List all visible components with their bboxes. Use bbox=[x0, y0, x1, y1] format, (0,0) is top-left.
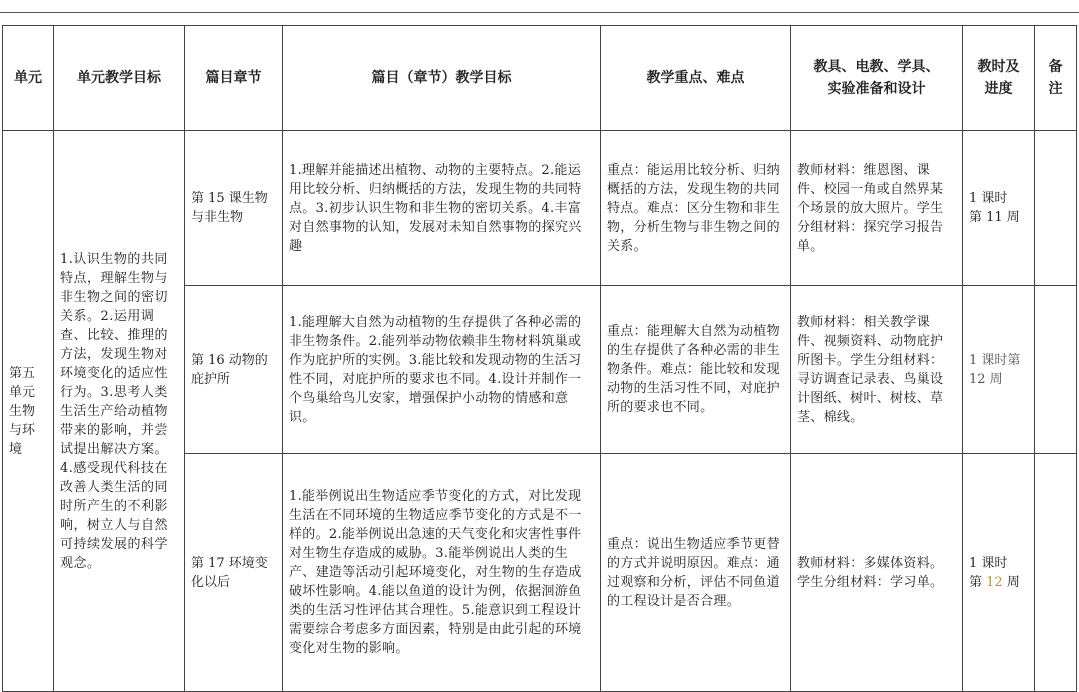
chapter-goal-cell: 1.理解并能描述出植物、动物的主要特点。2.能运用比较分析、归纳概括的方法，发现生物的共同特点。3.初步认识生物和非生物的密切关系。4.丰富对自然事物的认知，发展对未知自然事物的探究兴趣 bbox=[283, 131, 601, 286]
header-hours-line1: 教时及 bbox=[977, 59, 1020, 75]
header-chapter: 篇目章节 bbox=[185, 26, 283, 131]
header-chapter-goal: 篇目（章节）教学目标 bbox=[283, 26, 601, 131]
hours-week-suffix: 周 bbox=[1006, 574, 1020, 590]
chapter-cell: 第 15 课生物与非生物 bbox=[185, 131, 283, 286]
notes-cell bbox=[1035, 454, 1077, 692]
header-tools bbox=[791, 26, 963, 131]
key-points-cell: 重点：能理解大自然为动植物的生存提供了各种必需的非生物条件。难点：能比较和发现动物的生活习性不同，对庇护所的要求也不同。 bbox=[601, 286, 791, 454]
teaching-plan-table bbox=[2, 25, 1077, 692]
hours-cell bbox=[963, 131, 1035, 286]
key-points-cell: 重点：说出生物适应季节更替的方式并说明原因。难点：通过观察和分析，评估不同鱼道的工程设计是否合理。 bbox=[601, 454, 791, 692]
top-rule bbox=[0, 12, 1079, 13]
unit-goal-cell: 1.认识生物的共同特点，理解生物与非生物之间的密切关系。2.运用调查、比较、推理的方法，发现生物对环境变化的适应性行为。3.思考人类生活生产给动植物带来的影响，并尝试提出解决方案。4.感受现代科技在改善人类生活的同时所产生的不利影响，树立人与自然可持续发展的科学观念。 bbox=[54, 131, 185, 692]
header-hours-line2: 进度 bbox=[984, 81, 1013, 97]
header-row bbox=[3, 26, 1077, 131]
hours-count: 1 课时第 bbox=[969, 352, 1021, 368]
key-points-cell: 重点：能运用比较分析、归纳概括的方法，发现生物的共同特点。难点：区分生物和非生物，分析生物与非生物之间的关系。 bbox=[601, 131, 791, 286]
hours-week: 12 周 bbox=[969, 371, 1003, 387]
header-unit-goal: 单元教学目标 bbox=[54, 26, 185, 131]
header-hours bbox=[963, 26, 1035, 131]
notes-cell bbox=[1035, 286, 1077, 454]
header-notes-line1: 备 bbox=[1048, 59, 1063, 75]
table-row bbox=[3, 131, 1077, 286]
header-tools-line2: 实验准备和设计 bbox=[827, 81, 926, 97]
chapter-goal-cell: 1.能举例说出生物适应季节变化的方式，对比发现生活在不同环境的生物适应季节变化的方式是不一样的。2.能举例说出急速的天气变化和灾害性事件对生物生存造成的威胁。3.能举例说出人类的生产、建造等活动引起环境变化，对生物的生存造成破坏性影响。4.能以鱼道的设计为例，依据洄游鱼类的生活习性评估其合理性。5.能意识到工程设计需要综合考虑多方面因素，特别是由此引起的环境变化对生物的影响。 bbox=[283, 454, 601, 692]
tools-cell: 教师材料：相关教学课件、视频资料、动物庇护所图卡。学生分组材料：寻访调查记录表、鸟巢设计图纸、树叶、树枝、草茎、棉线。 bbox=[791, 286, 963, 454]
header-tools-line1: 教具、电教、学具、 bbox=[813, 59, 940, 75]
hours-count: 1 课时 bbox=[969, 191, 1008, 206]
header-unit: 单元 bbox=[3, 26, 54, 131]
hours-cell bbox=[963, 286, 1035, 454]
tools-cell: 教师材料：多媒体资料。学生分组材料：学习单。 bbox=[791, 454, 963, 692]
unit-name-cell: 第五单元生物与环境 bbox=[3, 131, 54, 692]
notes-cell bbox=[1035, 131, 1077, 286]
header-notes-line2: 注 bbox=[1048, 81, 1063, 97]
chapter-cell: 第 17 环境变化以后 bbox=[185, 454, 283, 692]
hours-week-prefix: 第 bbox=[969, 574, 983, 590]
chapter-cell: 第 16 动物的庇护所 bbox=[185, 286, 283, 454]
hours-count: 1 课时 bbox=[969, 555, 1008, 571]
tools-cell: 教师材料：维恩图、课件、校园一角或自然界某个场景的放大照片。学生分组材料：探究学习报告单。 bbox=[791, 131, 963, 286]
chapter-goal-cell: 1.能理解大自然为动植物的生存提供了各种必需的非生物条件。2.能列举动物依赖非生物材料筑巢或作为庇护所的实例。3.能比较和发现动物的生活习性不同，对庇护所的要求也不同。4.设计并制作一个鸟巢给鸟儿安家，增强保护小动物的情感和意识。 bbox=[283, 286, 601, 454]
header-key-points: 教学重点、难点 bbox=[601, 26, 791, 131]
hours-cell bbox=[963, 454, 1035, 692]
hours-week: 第 11 周 bbox=[969, 210, 1020, 225]
hours-week-number: 12 bbox=[986, 574, 1003, 590]
header-notes bbox=[1035, 26, 1077, 131]
hours-week bbox=[969, 573, 1028, 592]
